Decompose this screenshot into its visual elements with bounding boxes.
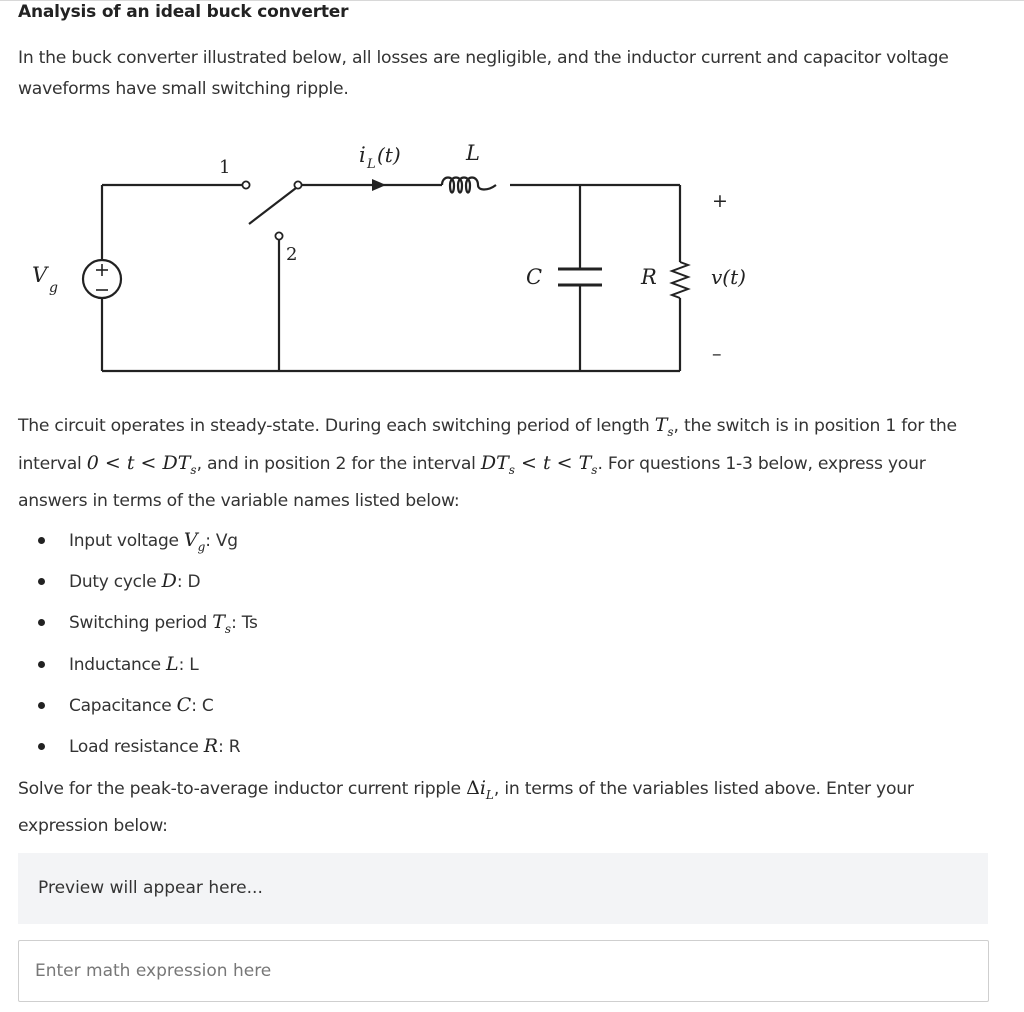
resistor-label: R bbox=[641, 265, 657, 289]
current-arrow-icon bbox=[372, 179, 386, 191]
operation-text-4: . For questions 1-3 below, express your answers in terms of the variable names listed below: bbox=[18, 453, 926, 511]
variable-symbol: D bbox=[161, 570, 177, 593]
variable-symbol: L bbox=[166, 652, 179, 675]
interval-2-math bbox=[480, 451, 598, 477]
bullet-icon bbox=[38, 619, 45, 626]
variable-name: : C bbox=[191, 695, 214, 716]
current-label: i bbox=[359, 143, 366, 167]
operation-paragraph bbox=[18, 410, 998, 517]
ts-sym: T bbox=[654, 414, 668, 436]
variable-symbol: $T_s$ bbox=[212, 611, 232, 637]
variable-desc: Inductance bbox=[69, 654, 167, 675]
variable-symbol: $V_g$ bbox=[183, 529, 206, 554]
bullet-icon bbox=[38, 743, 45, 750]
question-text-2: , in terms of the variables listed above. Enter your expression below: bbox=[18, 779, 914, 836]
ts-math bbox=[654, 414, 674, 439]
inductor-label: L bbox=[466, 141, 480, 165]
switch-label-2: 2 bbox=[286, 244, 298, 265]
capacitor bbox=[558, 269, 602, 285]
variable-desc: Duty cycle bbox=[69, 572, 162, 593]
ripple-math bbox=[466, 777, 494, 802]
ripple-sub: L bbox=[485, 787, 494, 802]
question-text-1: Solve for the peak-to-average inductor current ripple bbox=[18, 779, 467, 799]
math-preview-box: Preview will appear here... bbox=[18, 853, 988, 924]
variable-desc: Capacitance bbox=[69, 695, 177, 716]
variable-name: : Vg bbox=[205, 531, 238, 551]
interval-1-sub: s bbox=[190, 462, 197, 477]
switch-blade bbox=[249, 188, 296, 224]
switch-pivot bbox=[294, 181, 301, 188]
interval-2-sub-a: s bbox=[508, 462, 515, 477]
variable-desc: Switching period bbox=[69, 613, 213, 634]
resistor-zigzag bbox=[672, 262, 688, 298]
interval-1-math bbox=[86, 451, 197, 477]
interval-1-main: 0 < t < DT bbox=[86, 451, 191, 474]
variable-name: : D bbox=[176, 572, 201, 593]
voltage-source bbox=[83, 260, 121, 298]
variable-desc: Input voltage bbox=[69, 531, 184, 551]
variable-desc: Load resistance bbox=[69, 736, 204, 757]
operation-text-1: The circuit operates in steady-state. During each switching period of length bbox=[18, 416, 655, 436]
bullet-icon bbox=[38, 578, 45, 585]
top-divider bbox=[0, 0, 1024, 1]
interval-2-part-b: < t < T bbox=[514, 451, 592, 474]
variable-symbol: C bbox=[176, 693, 192, 716]
switch-label-1: 1 bbox=[219, 157, 231, 178]
intro-paragraph: In the buck converter illustrated below, all losses are negligible, and the inductor current and capacitor voltage waveforms have small switching ripple. bbox=[18, 48, 949, 99]
bullet-icon bbox=[38, 661, 45, 668]
interval-2-sub-b: s bbox=[591, 462, 598, 477]
delta-symbol: Δ bbox=[466, 777, 480, 799]
buck-converter-schematic bbox=[20, 132, 780, 382]
source-label-sub: g bbox=[49, 280, 58, 296]
variable-name: : R bbox=[218, 736, 241, 757]
bullet-icon bbox=[38, 537, 45, 544]
inductor-coil bbox=[442, 178, 496, 193]
current-label-arg: (t) bbox=[377, 143, 401, 167]
variable-symbol: R bbox=[203, 734, 219, 757]
switch-terminal-2 bbox=[275, 232, 282, 239]
question-paragraph bbox=[18, 773, 998, 842]
output-plus-sign: + bbox=[712, 190, 728, 212]
ts-sub: s bbox=[667, 424, 674, 439]
interval-2-part-a: DT bbox=[480, 451, 509, 474]
switch-terminal-1 bbox=[242, 181, 249, 188]
variable-name: : Ts bbox=[231, 613, 258, 634]
bullet-icon bbox=[38, 702, 45, 709]
problem-title: Analysis of an ideal buck converter bbox=[18, 2, 349, 22]
source-label: V bbox=[32, 263, 48, 287]
output-voltage-label: v(t) bbox=[711, 265, 746, 289]
capacitor-label: C bbox=[526, 265, 543, 289]
operation-text-3: , and in position 2 for the interval bbox=[196, 453, 481, 474]
operation-text-2: , the switch is in position 1 for the interval bbox=[18, 416, 957, 474]
variable-name: : L bbox=[178, 654, 199, 675]
current-label-sub: L bbox=[367, 157, 376, 172]
output-minus-sign: – bbox=[712, 343, 722, 365]
ripple-sym: i bbox=[479, 777, 486, 799]
math-expression-input[interactable] bbox=[18, 940, 989, 1002]
